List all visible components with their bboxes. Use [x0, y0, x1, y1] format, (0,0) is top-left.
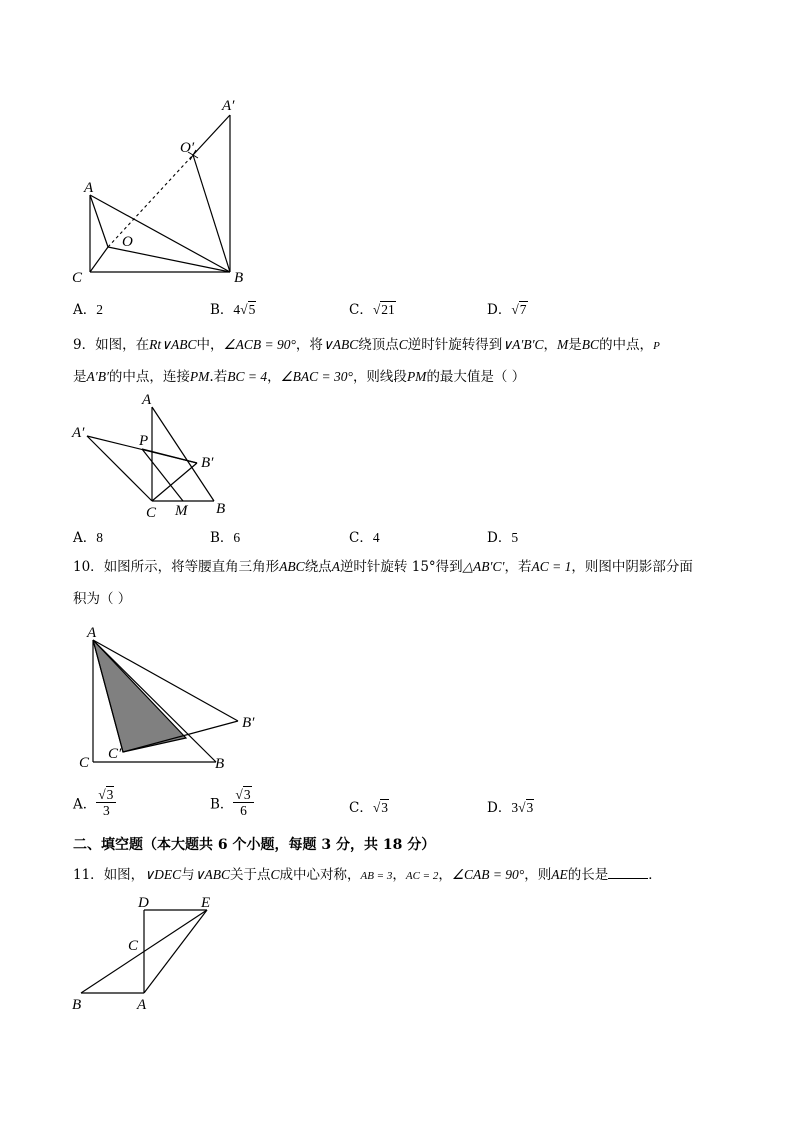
q8-option-d: D．√7: [487, 302, 527, 318]
text: ，将: [295, 337, 323, 353]
q11-number: 11．: [73, 867, 104, 883]
q11-line1: [73, 860, 662, 891]
text: 绕点: [304, 559, 332, 575]
text: 如图所示，将等腰直角三角形: [103, 559, 280, 575]
math: ∨A′B′C: [502, 337, 544, 352]
q9-label-C: C: [146, 505, 157, 521]
q9-label-B: B: [216, 501, 226, 517]
option-radicand: 5: [248, 302, 256, 317]
math: BC = 4: [227, 369, 268, 384]
option-letter: B．: [210, 530, 234, 546]
option-letter: A．: [73, 530, 97, 546]
text: ，则图中阴影部分面: [571, 559, 693, 575]
q8-label-A: A: [84, 180, 94, 196]
math: ∨ABC: [322, 337, 359, 352]
q8-label-C: C: [72, 270, 83, 286]
q11-label-C: C: [128, 938, 139, 954]
q9-option-a: [73, 526, 103, 546]
option-letter: C．: [349, 302, 373, 318]
q10-option-c: C．√3: [349, 800, 389, 816]
text: ，: [438, 867, 452, 883]
q10-line2: [73, 584, 131, 614]
q10-label-A: A: [87, 625, 97, 641]
q9-label-P: P: [139, 433, 149, 449]
q9-option-b: [210, 526, 240, 546]
text: 的长是: [567, 867, 609, 883]
math: P: [653, 340, 660, 352]
option-coef: 3: [511, 800, 519, 815]
text: ，: [392, 867, 406, 883]
q9-number: 9．: [73, 337, 96, 353]
q10-label-C: C: [79, 755, 90, 771]
q10-figure: [70, 620, 270, 780]
q8-option-b: B．4√5: [210, 302, 256, 318]
option-value: 4: [372, 530, 380, 545]
math: AB = 3: [360, 870, 393, 882]
q9-figure: [65, 390, 245, 520]
text: 中，: [196, 337, 224, 353]
option-value: 6: [233, 530, 241, 545]
math: PM: [406, 369, 427, 384]
text: 与: [181, 867, 195, 883]
text: 的中点，连接: [108, 369, 190, 385]
q9-label-A: A: [142, 392, 152, 408]
text: ，: [267, 369, 281, 385]
option-letter: D．: [487, 800, 512, 816]
text: 是: [568, 337, 582, 353]
option-letter: A．: [73, 302, 97, 318]
option-denominator: 3: [102, 803, 110, 818]
q10-option-b: B． $\frac{√3}{6}$: [210, 787, 254, 818]
q11-label-D: D: [138, 895, 149, 911]
option-letter: B．: [210, 796, 234, 813]
option-letter: B．: [210, 302, 234, 318]
text: 逆时针旋转得到: [407, 337, 503, 353]
option-value: 2: [96, 302, 103, 317]
option-letter: D．: [487, 530, 512, 546]
math: C: [398, 337, 408, 352]
option-letter: A．: [73, 796, 97, 813]
math: C: [270, 867, 280, 882]
math: ∠ACB = 90°: [223, 337, 296, 352]
option-letter: D．: [487, 302, 512, 318]
math: ∠BAC = 30°: [280, 369, 353, 384]
q9-label-M: M: [175, 503, 188, 519]
math: A′B′: [86, 369, 109, 384]
text: ，则线段: [352, 369, 407, 385]
math: ABC: [279, 559, 305, 574]
math: Rt∨ABC: [149, 337, 197, 352]
text: 的中点，: [599, 337, 654, 353]
text: 成中心对称，: [279, 867, 361, 883]
text: 关于点: [229, 867, 271, 883]
text: 如图，在: [95, 337, 150, 353]
q11-label-E: E: [201, 895, 211, 911]
q9-line1: [73, 330, 660, 361]
option-radicand: 3: [381, 800, 389, 815]
section-heading: 二、填空题（本大题共 6 个小题，每题 3 分，共 18 分）: [73, 837, 436, 853]
math: AE: [551, 867, 568, 882]
q8-figure: [60, 90, 290, 290]
option-radicand: 21: [381, 302, 395, 317]
option-radicand: 3: [526, 800, 534, 815]
q9-line2: [73, 362, 525, 392]
text: .若: [209, 369, 228, 385]
option-denominator: 6: [240, 803, 247, 818]
math: AC = 1: [531, 559, 572, 574]
math: BC: [581, 337, 600, 352]
text: ．: [648, 867, 662, 883]
option-value: 8: [96, 530, 103, 545]
option-letter: C．: [349, 530, 373, 546]
q10-label-B: B: [215, 756, 225, 772]
text: 绕顶点: [358, 337, 399, 353]
option-numerator: 3: [243, 787, 251, 802]
q8-label-O: O: [122, 234, 133, 250]
text: 如图，: [103, 867, 145, 883]
q9-label-A-prime: A′: [72, 425, 85, 441]
option-value: 5: [511, 530, 519, 545]
shaded-region: [93, 640, 186, 752]
math: ∨DEC: [144, 867, 182, 882]
text: 逆时针旋转 15°得到: [339, 559, 463, 575]
math: △AB′C′: [462, 559, 505, 574]
option-radicand: 7: [519, 302, 527, 317]
q10-line1: [73, 552, 693, 582]
q10-label-C-prime: C′: [108, 746, 122, 762]
option-numerator: 3: [106, 787, 114, 802]
q9-label-B-prime: B′: [201, 455, 214, 471]
text: ，若: [504, 559, 532, 575]
text: 是: [73, 369, 87, 385]
text: 积为（ ）: [73, 591, 132, 607]
q8-label-O-prime: O′: [180, 140, 195, 156]
q8-option-a: [73, 298, 103, 318]
q10-number: 10．: [73, 559, 104, 575]
option-letter: C．: [349, 800, 373, 816]
math: A: [331, 559, 340, 574]
math: ∨ABC: [194, 867, 230, 882]
answer-blank[interactable]: [608, 878, 648, 879]
text: ，则: [524, 867, 552, 883]
text: ，: [543, 337, 558, 353]
q11-figure: [65, 890, 225, 1015]
math: AC = 2: [405, 870, 439, 882]
math: PM: [189, 369, 210, 384]
q8-option-c: C．√21: [349, 302, 395, 318]
q10-label-B-prime: B′: [242, 715, 255, 731]
q11-label-B: B: [72, 997, 82, 1013]
q9-option-d: [487, 526, 518, 546]
text: 的最大值是（ ）: [426, 369, 526, 385]
q8-label-B: B: [234, 270, 244, 286]
q11-label-A: A: [137, 997, 147, 1013]
math: M: [557, 337, 569, 352]
option-coef: 4: [233, 302, 241, 317]
q8-label-A-prime: A′: [222, 98, 235, 114]
q10-option-d: D．3√3: [487, 800, 534, 816]
q10-option-a: A． $\frac{√3}{3}$: [73, 787, 116, 818]
math: ∠CAB = 90°: [451, 867, 525, 882]
q9-option-c: [349, 526, 380, 546]
